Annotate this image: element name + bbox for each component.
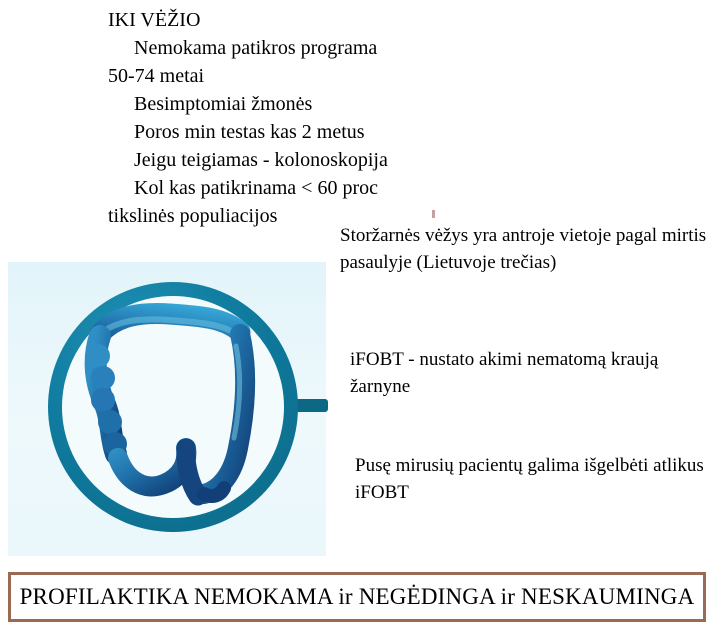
fact-text-ifobt: iFOBT - nustato akimi nematomą kraują žarnyne xyxy=(350,349,659,397)
intro-line: IKI VĖŽIO xyxy=(108,9,201,31)
intro-line: Besimptomiai žmonės xyxy=(134,93,313,115)
fact-text-survival: Pusę mirusių pacientų galima išgelbėti atlikus iFOBT xyxy=(355,455,704,503)
intro-line: Poros min testas kas 2 metus xyxy=(134,121,365,143)
bottom-banner xyxy=(8,572,706,622)
intro-line: 50-74 metai xyxy=(108,65,205,87)
intro-line: tikslinės populiacijos xyxy=(108,205,278,227)
intro-line: Jeigu teigiamas - kolonoskopija xyxy=(134,149,388,171)
intro-line: Kol kas patikrinama < 60 proc xyxy=(134,177,378,199)
large-intestine-icon xyxy=(70,298,270,513)
intro-text-block xyxy=(108,6,558,230)
fact-text-incidence: Storžarnės vėžys yra antroje vietoje pagal mirtis pasaulyje (Lietuvoje trečias) xyxy=(340,225,707,273)
stray-mark xyxy=(432,210,435,218)
intro-line: Nemokama patikros programa xyxy=(134,37,378,59)
colon-illustration xyxy=(8,262,326,556)
banner-text: PROFILAKTIKA NEMOKAMA ir NEGĖDINGA ir NESKAUMINGA xyxy=(19,584,695,609)
